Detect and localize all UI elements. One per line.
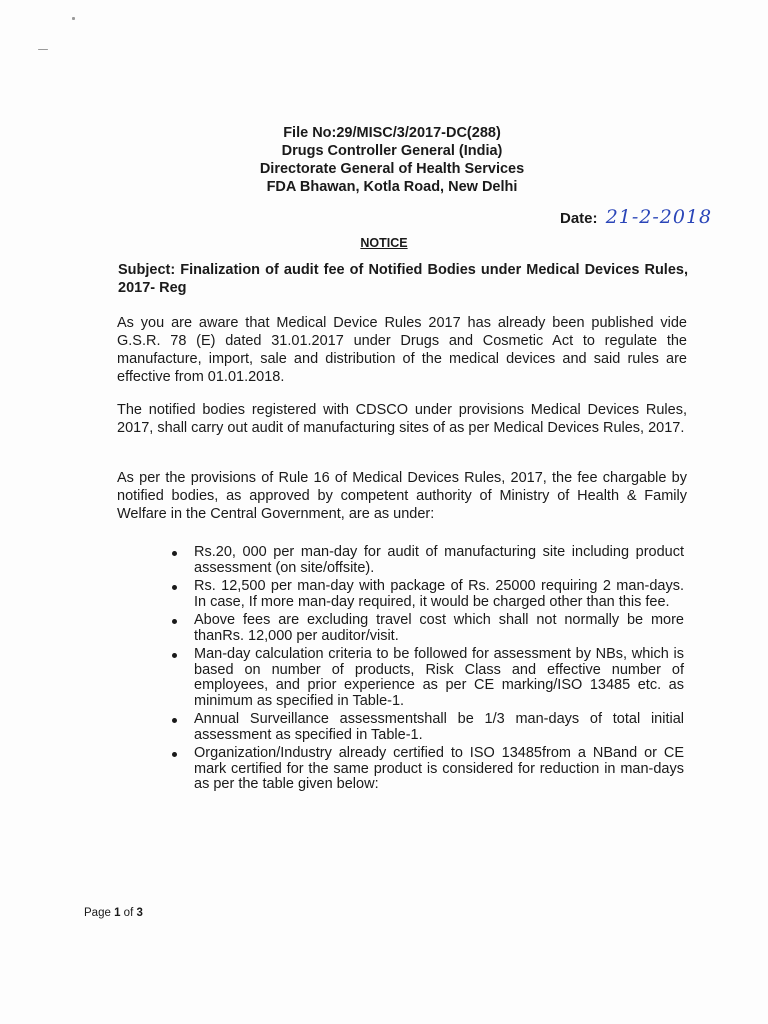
bullet-text: Organization/Industry already certified to ISO 13485from a NBand or CE mark certified for the same product is considered for reduction in man-days as per the table given below: [194,745,684,792]
of-word: of [123,907,134,919]
paragraph-notified-bodies: The notified bodies registered with CDSCO under provisions Medical Devices Rules, 2017, shall carry out audit of manufacturing sites of as per Medical Devices Rules, 2017. [117,402,687,436]
bullet-icon [172,718,177,723]
office-address: FDA Bhawan, Kotla Road, New Delhi [266,179,518,195]
bullet-icon [172,585,177,590]
list-item [172,647,684,709]
date-row [560,206,712,228]
bullet-icon [172,752,177,757]
page-total: 3 [136,907,143,919]
fee-bullet-list [172,545,684,796]
handwritten-date: 21-2-2018 [605,206,713,228]
subject-line: Subject: Finalization of audit fee of Notified Bodies under Medical Devices Rules, 2017- Reg [118,262,688,296]
page-footer [84,907,143,919]
page-word: Page [84,907,111,919]
scan-speck [72,17,75,20]
date-label: Date: [560,210,598,227]
notice-heading: NOTICE [360,236,408,250]
bullet-text: Man-day calculation criteria to be followed for assessment by NBs, which is based on number of products, Risk Class and effective number of employees, and prior experience as per CE marking/ISO 13485 etc. as minimum as specified in Table-1. [194,646,684,709]
paragraph-fee-provisions: As per the provisions of Rule 16 of Medical Devices Rules, 2017, the fee chargable by notified bodies, as approved by competent authority of Ministry of Health & Family Welfare in the Central Government, are as under: [117,470,687,522]
list-item [172,545,684,576]
scan-speck [38,49,48,50]
letterhead [0,124,768,196]
list-item [172,712,684,743]
paragraph-intro: As you are aware that Medical Device Rules 2017 has already been published vide G.S.R. 78 (E) dated 31.01.2017 under Drugs and Cosmetic Act to regulate the manufacture, import, sale and distribution of the medical devices and said rules are effective from 01.01.2018. [117,315,687,385]
list-item [172,613,684,644]
list-item [172,746,684,793]
organization-name: Drugs Controller General (India) [281,143,503,159]
bullet-icon [172,653,177,658]
bullet-text: Annual Surveillance assessmentshall be 1/3 man-days of total initial assessment as specified in Table-1. [194,711,684,743]
directorate-name: Directorate General of Health Services [259,161,525,177]
bullet-icon [172,619,177,624]
bullet-icon [172,551,177,556]
file-number: File No:29/MISC/3/2017-DC(288) [283,125,501,141]
list-item [172,579,684,610]
page-current: 1 [114,907,121,919]
bullet-text: Above fees are excluding travel cost which shall not normally be more thanRs. 12,000 per auditor/visit. [194,612,684,644]
bullet-text: Rs.20, 000 per man-day for audit of manufacturing site including product assessment (on site/offsite). [194,544,684,576]
bullet-text: Rs. 12,500 per man-day with package of Rs. 25000 requiring 2 man-days. In case, If more man-day required, it would be charged other than this fee. [194,578,684,610]
